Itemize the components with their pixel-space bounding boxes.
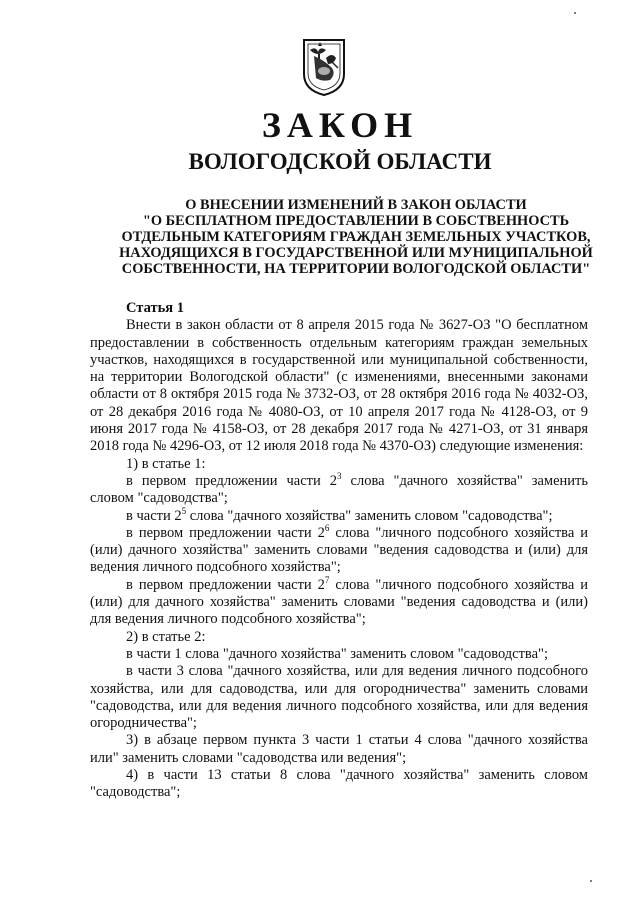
list-item: 1) в статье 1:	[126, 455, 206, 472]
scan-speck	[574, 12, 576, 14]
list-item: 2) в статье 2:	[126, 628, 206, 645]
list-item	[90, 473, 588, 508]
text-part: слова "дачного хозяйства" заменить словом "садоводства";	[186, 507, 553, 524]
text-part: в части 2	[126, 507, 182, 524]
list-item: 4) в части 13 статьи 8 слова "дачного хозяйства" заменить словом "садоводства";	[90, 767, 588, 801]
law-subject-line: О ВНЕСЕНИИ ИЗМЕНЕНИЙ В ЗАКОН ОБЛАСТИ	[185, 197, 527, 213]
superscript: 6	[324, 523, 330, 534]
superscript: 3	[337, 471, 342, 482]
scan-speck	[590, 880, 592, 882]
list-item	[90, 525, 588, 577]
law-subject-line: НАХОДЯЩИХСЯ В ГОСУДАРСТВЕННОЙ ИЛИ МУНИЦИПАЛЬНОЙ	[119, 245, 593, 261]
text-part: в первом предложении части 2	[126, 576, 325, 593]
law-subject	[96, 197, 616, 277]
list-item	[90, 574, 588, 629]
document-body	[90, 300, 588, 802]
text-part: слова "личного подсобного хозяйства и (или) для дачного хозяйства" заменить словами "ведения садоводства и (или) для ведения личного подсобного хозяйства";	[90, 576, 588, 628]
list-item: 3) в абзаце первом пункта 3 части 1 статьи 4 слова "дачного хозяйства или" заменить словами "садоводства или ведения";	[90, 732, 588, 766]
article-intro: Внести в закон области от 8 апреля 2015 года № 3627-ОЗ "О бесплатном предоставлении в собственность отдельным категориям граждан земельных участков, находящихся в государственной или муниципальной собственности, на территории Вологодской области" (с изменениями, внесенными законами области от 8 октября 2015 года № 3732-ОЗ, от 28 октября 2016 года № 4032-ОЗ, от 28 декабря 2016 года № 4080-ОЗ, от 10 апреля 2017 года № 4128-ОЗ, от 9 июня 2017 года № 4158-ОЗ, от 28 декабря 2017 года № 4271-ОЗ, от 31 января 2018 года № 4296-ОЗ, от 12 июля 2018 года № 4370-ОЗ) следующие изменения:	[90, 317, 588, 455]
document-region: ВОЛОГОДСКОЙ ОБЛАСТИ	[188, 149, 492, 174]
list-item	[90, 505, 588, 525]
text-part: слова "личного подсобного хозяйства и (или) дачного хозяйства" заменить словами "ведения садоводства и (или) для ведения личного подсобного хозяйства";	[90, 524, 588, 576]
document-title: ЗАКОН	[261, 105, 419, 145]
superscript: 5	[181, 505, 187, 516]
vologda-oblast-coat-of-arms-icon	[302, 38, 346, 96]
law-subject-line: ОТДЕЛЬНЫМ КАТЕГОРИЯМ ГРАЖДАН ЗЕМЕЛЬНЫХ УЧАСТКОВ,	[121, 229, 591, 245]
article-heading: Статья 1	[126, 300, 184, 316]
text-part: в первом предложении части 2	[126, 524, 325, 541]
list-item: в части 1 слова "дачного хозяйства" заменить словом "садоводства";	[126, 645, 548, 662]
list-item: в части 3 слова "дачного хозяйства, или для ведения личного подсобного хозяйства, или для садоводства, или для огородничества" заменить словами "садоводства, или для ведения личного подсобного хозяйства, или для ведения огородничества";	[90, 663, 588, 732]
text-part: в первом предложении части 2	[126, 472, 338, 489]
superscript: 7	[324, 574, 330, 585]
law-subject-line: "О БЕСПЛАТНОМ ПРЕДОСТАВЛЕНИИ В СОБСТВЕННОСТЬ	[142, 213, 570, 229]
law-subject-line: СОБСТВЕННОСТИ, НА ТЕРРИТОРИИ ВОЛОГОДСКОЙ ОБЛАСТИ"	[121, 261, 591, 277]
text-part: слова "дачного хозяйства" заменить словом "садоводства";	[90, 472, 588, 507]
